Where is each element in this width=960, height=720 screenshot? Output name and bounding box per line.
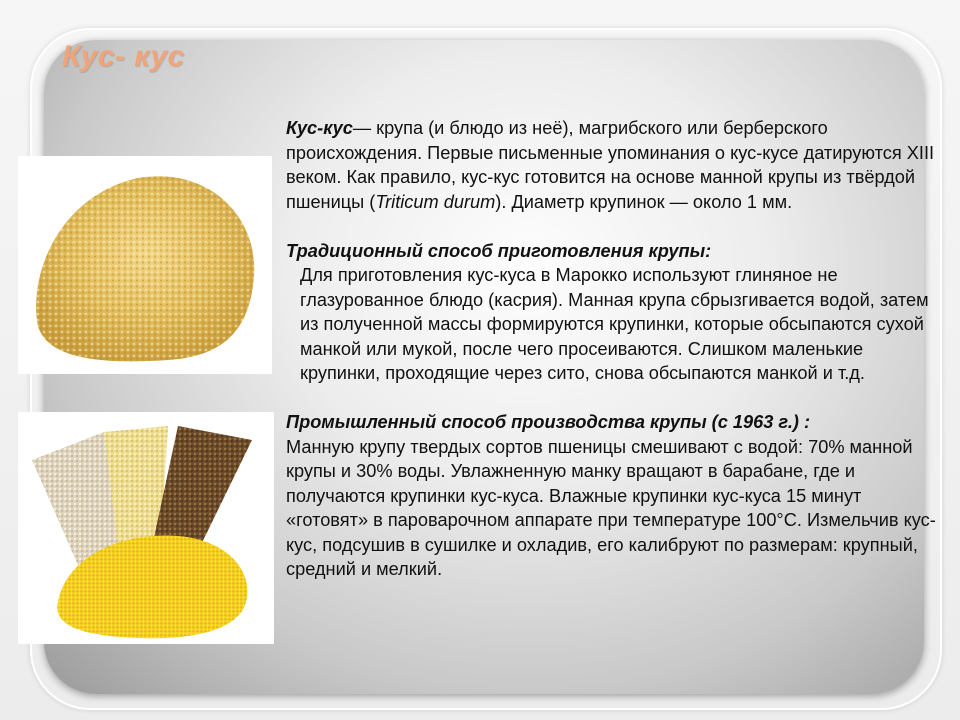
grain-fan-illustration	[18, 412, 274, 644]
traditional-heading: Традиционный способ приготовления крупы:	[286, 240, 712, 261]
latin-name: Triticum durum	[375, 191, 496, 212]
intro-text-1: — крупа (и блюдо из неё), магрибского или берберского происхождения. Первые письменные упоминания о кус-кусе датируются XIII веком. Как правило, кус-кус готовится на основе манной крупы из твёрдой пшеницы (	[286, 118, 935, 212]
paragraph-gap	[286, 386, 938, 411]
paragraph-gap	[286, 214, 938, 239]
grain-varieties-image	[18, 412, 274, 644]
description-text	[286, 116, 938, 582]
slide-title: Кус- кус	[62, 40, 185, 73]
intro-text-2: ). Диаметр крупинок — около 1 мм.	[495, 191, 793, 212]
intro-paragraph	[286, 116, 938, 214]
industrial-heading: Промышленный способ производства крупы (с 1963 г.) :	[286, 412, 811, 432]
couscous-pile-image	[18, 156, 272, 374]
term-couscous: Кус-кус	[286, 118, 353, 138]
industrial-body: Манную крупу твердых сортов пшеницы смешивают с водой: 70% манной крупы и 30% воды. Увлажненную манку вращают в барабане, где и получаются крупинки кус-куса. Влажные крупинки кус-куса 15 минут «готовят» в пароварочном аппарате при температуре 100°С. Измельчив кус-кус, подсушив в сушилке и охладив, его калибруют по размерам: крупный, средний и мелкий.	[286, 436, 936, 579]
couscous-pile-illustration	[18, 156, 272, 374]
traditional-body: Для приготовления кус-куса в Марокко используют глиняное не глазурованное блюдо (касрия). Манная крупа сбрызгивается водой, затем из полученной массы формируются крупинки, которые обсыпаются сухой манкой или мукой, после чего просеиваются. Слишком маленькие крупинки, проходящие через сито, снова обсыпаются манкой и т.д.	[300, 265, 929, 383]
